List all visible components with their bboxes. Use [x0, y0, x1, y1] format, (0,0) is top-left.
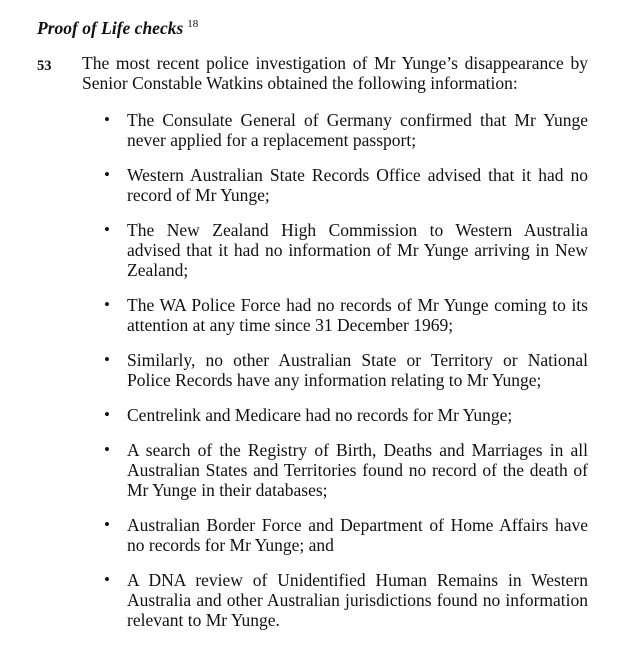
- bullet-item-border-force: • Australian Border Force and Department of Home Affairs have no records for Mr Yunge; and: [100, 515, 588, 555]
- section-heading: [37, 16, 198, 40]
- paragraph-text: The most recent police investigation of Mr Yunge’s disappearance by Senior Constable Watkins obtained the following information:: [82, 53, 588, 93]
- bullet-item-wa-police: • The WA Police Force had no records of Mr Yunge coming to its attention at any time since 31 December 1969;: [100, 295, 588, 335]
- bullet-item-nz-commission: • The New Zealand High Commission to Western Australia advised that it had no information of Mr Yunge arriving in New Zealand;: [100, 220, 588, 280]
- bullet-item-centrelink: • Centrelink and Medicare had no records for Mr Yunge;: [100, 405, 588, 425]
- footnote-reference[interactable]: 18: [187, 18, 199, 30]
- bullet-item-dna-review: • A DNA review of Unidentified Human Remains in Western Australia and other Australian jurisdictions found no information relevant to Mr Yunge.: [100, 570, 588, 630]
- paragraph-number: 53: [37, 58, 52, 74]
- bullet-item-national-police: • Similarly, no other Australian State or Territory or National Police Records have any information relating to Mr Yunge;: [100, 350, 588, 390]
- bullet-item-registry: • A search of the Registry of Birth, Deaths and Marriages in all Australian States and Territories found no record of the death of Mr Yunge in their databases;: [100, 440, 588, 500]
- information-bullet-list: [100, 110, 588, 645]
- bullet-item-state-records: • Western Australian State Records Office advised that it had no record of Mr Yunge;: [100, 165, 588, 205]
- section-title: Proof of Life checks: [37, 18, 184, 38]
- bullet-item-consulate: • The Consulate General of Germany confirmed that Mr Yunge never applied for a replacement passport;: [100, 110, 588, 150]
